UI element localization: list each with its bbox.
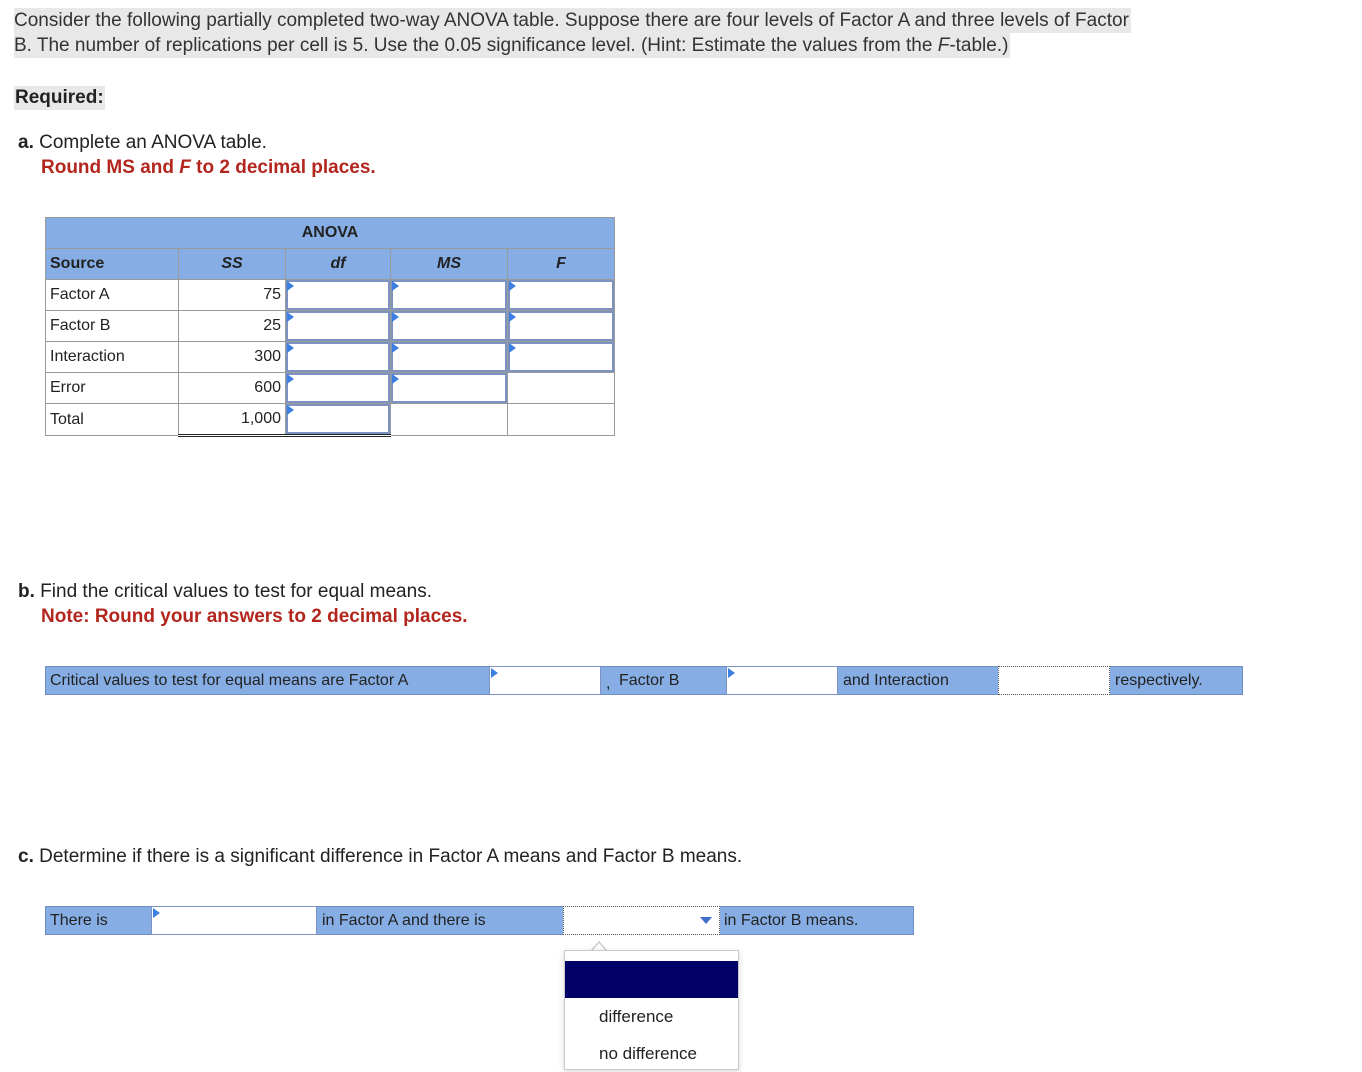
factor-a-conclusion-select[interactable] xyxy=(151,906,317,935)
empty-cell xyxy=(391,404,508,436)
intro-text-3: -table.) xyxy=(949,35,1009,56)
dropdown-menu xyxy=(564,950,739,1070)
header-ms: MS xyxy=(391,249,508,280)
source-cell: Total xyxy=(46,404,179,436)
header-ss: SS xyxy=(179,249,286,280)
part-a-note-1: Round MS and xyxy=(41,157,180,178)
empty-cell xyxy=(508,373,615,404)
intro-text-2: B. The number of replications per cell is 5. Use the 0.05 significance level. (Hint: Estimate the values from the xyxy=(14,35,938,56)
ss-cell: 1,000 xyxy=(179,404,286,436)
dropdown-option-no-difference[interactable]: no difference xyxy=(599,1044,697,1063)
answer-flag-icon xyxy=(287,405,294,415)
answer-flag-icon xyxy=(287,281,294,291)
ss-cell: 25 xyxy=(179,311,286,342)
critical-values-label: Critical values to test for equal means are Factor A xyxy=(50,672,409,689)
dropdown-option-difference[interactable]: difference xyxy=(599,1007,674,1026)
part-a-letter: a. xyxy=(18,132,34,153)
f-input-factor-a[interactable] xyxy=(508,280,615,311)
critical-value-factor-a-input[interactable] xyxy=(489,666,601,695)
answer-flag-icon xyxy=(287,312,294,322)
part-a-note-2: to 2 decimal places. xyxy=(190,157,376,178)
part-c-prompt xyxy=(18,845,742,869)
df-input-error[interactable] xyxy=(286,373,391,404)
factor-a-and-there-is-label: in Factor A and there is xyxy=(322,912,486,929)
answer-flag-icon xyxy=(728,668,735,678)
answer-flag-icon xyxy=(392,374,399,384)
question-intro-line-1 xyxy=(14,8,1131,33)
part-b-text: Find the critical values to test for equal means. xyxy=(40,581,432,602)
table-row xyxy=(46,404,615,436)
table-row xyxy=(46,280,615,311)
header-source: Source xyxy=(46,249,179,280)
critical-value-factor-b-input[interactable] xyxy=(726,666,838,695)
intro-text-1: Consider the following partially completed two-way ANOVA table. Suppose there are four levels of Factor A and three levels of Factor xyxy=(14,10,1129,31)
table-row xyxy=(46,311,615,342)
part-a-prompt xyxy=(18,131,267,155)
part-a-note xyxy=(41,156,376,180)
table-row xyxy=(46,342,615,373)
ms-input-factor-a[interactable] xyxy=(391,280,508,311)
f-input-interaction[interactable] xyxy=(508,342,615,373)
part-c-letter: c. xyxy=(18,846,34,867)
f-input-factor-b[interactable] xyxy=(508,311,615,342)
header-df: df xyxy=(286,249,391,280)
header-f: F xyxy=(508,249,615,280)
required-label: Required: xyxy=(15,87,104,108)
dropdown-option-blank[interactable] xyxy=(565,961,738,998)
respectively-label: respectively. xyxy=(1115,672,1203,689)
intro-f-italic: F xyxy=(937,35,950,56)
answer-flag-icon xyxy=(392,312,399,322)
ss-cell: 75 xyxy=(179,280,286,311)
answer-flag-icon xyxy=(287,343,294,353)
factor-b-means-label: in Factor B means. xyxy=(724,912,859,929)
part-c-text: Determine if there is a significant difference in Factor A means and Factor B means. xyxy=(39,846,743,867)
part-b-note: Note: Round your answers to 2 decimal places. xyxy=(41,606,468,627)
df-input-interaction[interactable] xyxy=(286,342,391,373)
answer-flag-icon xyxy=(509,343,516,353)
source-cell: Factor B xyxy=(46,311,179,342)
answer-flag-icon xyxy=(491,668,498,678)
answer-flag-icon xyxy=(392,343,399,353)
ms-input-interaction[interactable] xyxy=(391,342,508,373)
part-a-text: Complete an ANOVA table. xyxy=(39,132,267,153)
source-cell: Factor A xyxy=(46,280,179,311)
ss-cell: 300 xyxy=(179,342,286,373)
source-cell: Interaction xyxy=(46,342,179,373)
df-input-total[interactable] xyxy=(286,404,391,436)
interaction-label: and Interaction xyxy=(843,672,949,689)
df-input-factor-b[interactable] xyxy=(286,311,391,342)
ms-input-factor-b[interactable] xyxy=(391,311,508,342)
comma-separator: , xyxy=(606,675,611,692)
part-a-note-f: F xyxy=(179,157,191,178)
factor-b-label: Factor B xyxy=(619,672,680,689)
anova-caption: ANOVA xyxy=(46,218,615,249)
part-b-prompt xyxy=(18,580,432,604)
critical-value-interaction-input[interactable] xyxy=(998,666,1110,695)
answer-flag-icon xyxy=(153,908,160,918)
answer-flag-icon xyxy=(509,281,516,291)
chevron-down-icon[interactable] xyxy=(700,917,712,924)
part-b-letter: b. xyxy=(18,581,35,602)
answer-flag-icon xyxy=(287,374,294,384)
empty-cell xyxy=(508,404,615,436)
ms-input-error[interactable] xyxy=(391,373,508,404)
there-is-label: There is xyxy=(50,912,108,929)
ss-cell: 600 xyxy=(179,373,286,404)
df-input-factor-a[interactable] xyxy=(286,280,391,311)
answer-flag-icon xyxy=(509,312,516,322)
anova-table xyxy=(45,217,615,437)
table-row xyxy=(46,373,615,404)
question-intro-line-2 xyxy=(14,33,1010,58)
answer-flag-icon xyxy=(392,281,399,291)
factor-b-conclusion-select[interactable] xyxy=(563,906,720,935)
source-cell: Error xyxy=(46,373,179,404)
